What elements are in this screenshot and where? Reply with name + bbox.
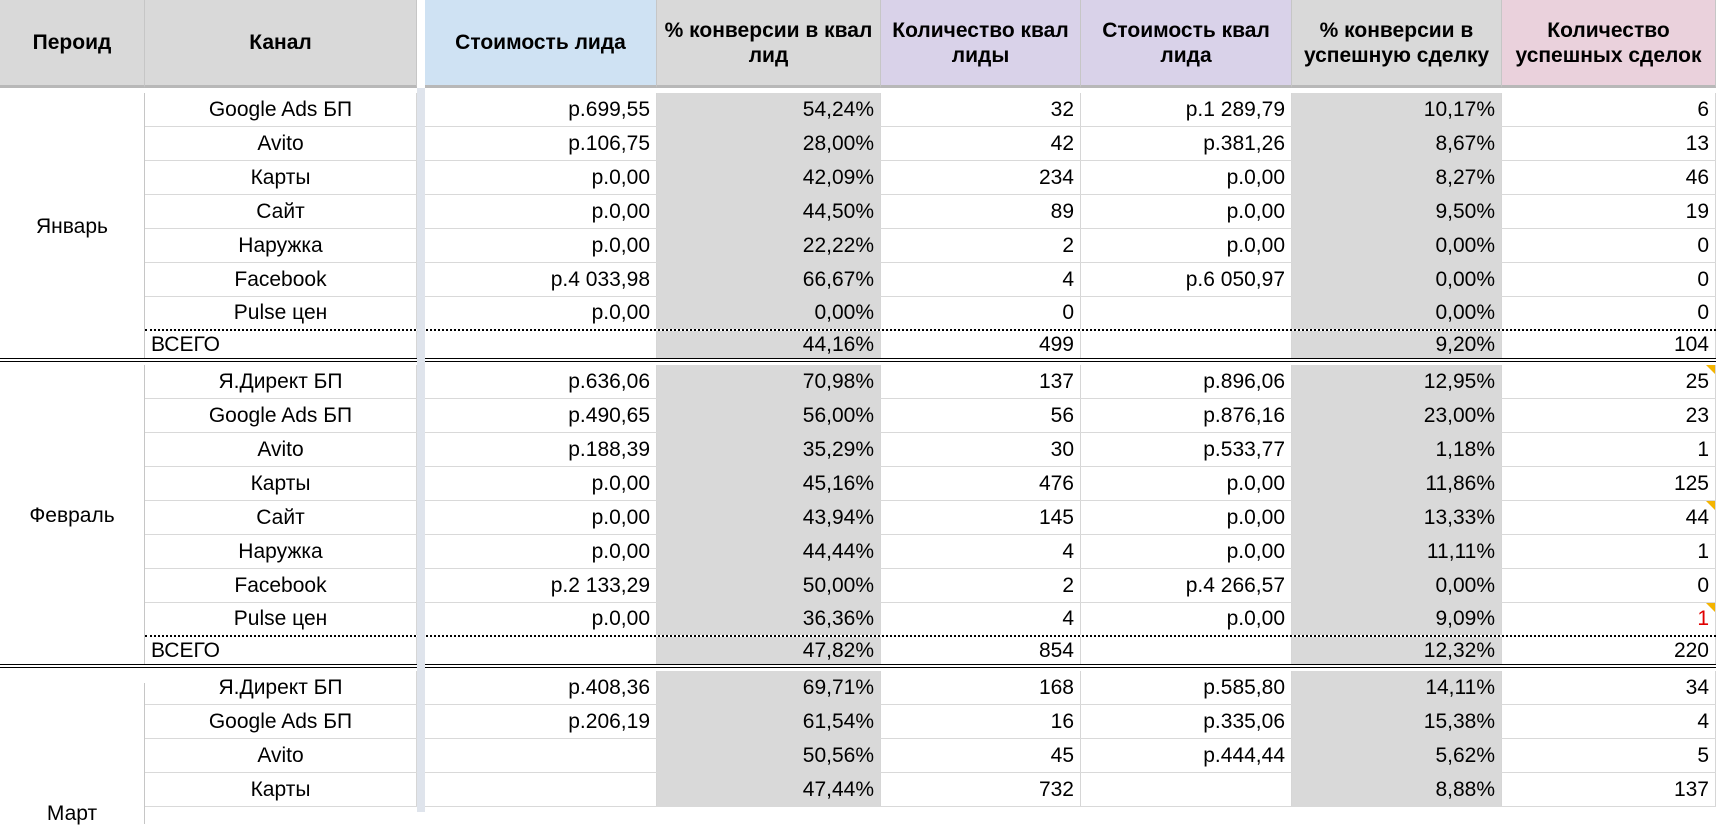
total-row — [145, 331, 1716, 361]
conv-qual-cell[interactable]: 44,44% — [657, 535, 881, 568]
lead-cost-cell[interactable]: р.2 133,29 — [425, 569, 657, 602]
lead-cost-cell[interactable]: р.106,75 — [425, 127, 657, 160]
table-row — [145, 195, 1716, 229]
success-count-cell[interactable]: 1 — [1502, 535, 1716, 568]
conv-success-cell[interactable]: 1,18% — [1292, 433, 1502, 466]
table-row — [145, 705, 1716, 739]
total-lead-cost-cell[interactable] — [425, 637, 657, 664]
table-row — [145, 365, 1716, 399]
conv-success-cell[interactable]: 8,88% — [1292, 773, 1502, 806]
conv-success-cell[interactable]: 0,00% — [1292, 263, 1502, 296]
channel-cell[interactable]: Google Ads БП — [145, 705, 417, 738]
conv-qual-cell[interactable]: 22,22% — [657, 229, 881, 262]
qual-count-cell[interactable]: 56 — [881, 399, 1081, 432]
conv-success-cell[interactable]: 13,33% — [1292, 501, 1502, 534]
channel-cell[interactable]: Avito — [145, 433, 417, 466]
success-count-cell[interactable]: 1 — [1502, 433, 1716, 466]
qual-count-cell[interactable]: 42 — [881, 127, 1081, 160]
lead-cost-cell[interactable]: р.4 033,98 — [425, 263, 657, 296]
lead-cost-cell[interactable]: р.699,55 — [425, 93, 657, 126]
conv-success-cell[interactable]: 8,67% — [1292, 127, 1502, 160]
success-count-cell[interactable]: 0 — [1502, 297, 1716, 329]
comment-marker-icon[interactable] — [1706, 501, 1715, 510]
channel-cell[interactable]: Сайт — [145, 501, 417, 534]
qual-count-cell[interactable]: 2 — [881, 569, 1081, 602]
total-label[interactable]: ВСЕГО — [145, 331, 417, 358]
qual-cost-cell[interactable]: р.1 289,79 — [1081, 93, 1292, 126]
table-row — [145, 127, 1716, 161]
table-row — [145, 603, 1716, 637]
group-separator — [0, 358, 1716, 362]
qual-cost-cell[interactable]: р.381,26 — [1081, 127, 1292, 160]
total-qual-count-cell[interactable]: 854 — [881, 637, 1081, 664]
lead-cost-cell[interactable]: р.0,00 — [425, 467, 657, 500]
comment-marker-icon[interactable] — [1706, 603, 1715, 612]
conv-qual-cell[interactable]: 70,98% — [657, 365, 881, 398]
qual-cost-cell[interactable]: р.533,77 — [1081, 433, 1292, 466]
lead-cost-cell[interactable]: р.206,19 — [425, 705, 657, 738]
channel-cell[interactable]: Карты — [145, 467, 417, 500]
qual-count-cell[interactable]: 168 — [881, 671, 1081, 704]
table-row — [145, 739, 1716, 773]
conv-success-cell[interactable]: 9,09% — [1292, 603, 1502, 635]
success-count-cell[interactable]: 5 — [1502, 739, 1716, 772]
total-qual-cost-cell[interactable] — [1081, 331, 1292, 358]
column-gap — [417, 88, 425, 812]
qual-count-cell[interactable]: 4 — [881, 603, 1081, 635]
channel-cell[interactable]: Pulse цен — [145, 297, 417, 329]
channel-cell[interactable]: Я.Директ БП — [145, 671, 417, 704]
success-count-cell[interactable]: 34 — [1502, 671, 1716, 704]
header-lead-cost[interactable]: Стоимость лида — [425, 0, 657, 88]
table-row — [145, 671, 1716, 705]
qual-cost-cell[interactable]: р.0,00 — [1081, 229, 1292, 262]
conv-success-cell[interactable]: 0,00% — [1292, 569, 1502, 602]
conv-success-cell[interactable]: 0,00% — [1292, 297, 1502, 329]
table-row — [145, 501, 1716, 535]
qual-cost-cell[interactable]: р.0,00 — [1081, 603, 1292, 635]
qual-count-cell[interactable]: 4 — [881, 535, 1081, 568]
qual-cost-cell[interactable] — [1081, 773, 1292, 806]
conv-success-cell[interactable]: 5,62% — [1292, 739, 1502, 772]
channel-cell[interactable]: Google Ads БП — [145, 93, 417, 126]
conv-qual-cell[interactable]: 42,09% — [657, 161, 881, 194]
qual-count-cell[interactable]: 2 — [881, 229, 1081, 262]
channel-cell[interactable]: Avito — [145, 739, 417, 772]
period-cell[interactable]: Март — [0, 683, 145, 824]
channel-cell[interactable]: Google Ads БП — [145, 399, 417, 432]
total-lead-cost-cell[interactable] — [425, 331, 657, 358]
conv-qual-cell[interactable]: 28,00% — [657, 127, 881, 160]
qual-count-cell[interactable]: 4 — [881, 263, 1081, 296]
header-period[interactable]: Пероид — [0, 0, 145, 88]
channel-cell[interactable]: Карты — [145, 161, 417, 194]
comment-marker-icon[interactable] — [1706, 365, 1715, 374]
period-cell[interactable]: Февраль — [0, 365, 145, 667]
conv-success-cell[interactable]: 12,95% — [1292, 365, 1502, 398]
conv-qual-cell[interactable]: 36,36% — [657, 603, 881, 635]
success-count-cell[interactable]: 1 — [1502, 603, 1716, 635]
table-row — [145, 399, 1716, 433]
table-row — [145, 467, 1716, 501]
conv-success-cell[interactable]: 14,11% — [1292, 671, 1502, 704]
total-conv-success-cell[interactable]: 9,20% — [1292, 331, 1502, 358]
qual-cost-cell[interactable]: р.0,00 — [1081, 161, 1292, 194]
qual-cost-cell[interactable]: р.585,80 — [1081, 671, 1292, 704]
conv-success-cell[interactable]: 9,50% — [1292, 195, 1502, 228]
total-label[interactable]: ВСЕГО — [145, 637, 417, 664]
channel-cell[interactable]: Сайт — [145, 195, 417, 228]
total-conv-qual-cell[interactable]: 44,16% — [657, 331, 881, 358]
conv-success-cell[interactable]: 8,27% — [1292, 161, 1502, 194]
table-row — [145, 161, 1716, 195]
qual-cost-cell[interactable] — [1081, 297, 1292, 329]
lead-cost-cell[interactable] — [425, 773, 657, 806]
lead-cost-cell[interactable]: р.0,00 — [425, 195, 657, 228]
total-qual-cost-cell[interactable] — [1081, 637, 1292, 664]
channel-cell[interactable]: Facebook — [145, 263, 417, 296]
conv-success-cell[interactable]: 10,17% — [1292, 93, 1502, 126]
header-channel[interactable]: Канал — [145, 0, 417, 88]
lead-cost-cell[interactable]: р.0,00 — [425, 229, 657, 262]
qual-cost-cell[interactable]: р.0,00 — [1081, 467, 1292, 500]
success-count-cell[interactable]: 25 — [1502, 365, 1716, 398]
success-count-cell[interactable]: 19 — [1502, 195, 1716, 228]
conv-success-cell[interactable]: 11,86% — [1292, 467, 1502, 500]
table-row — [145, 773, 1716, 807]
conv-qual-cell[interactable]: 45,16% — [657, 467, 881, 500]
conv-qual-cell[interactable]: 50,00% — [657, 569, 881, 602]
conv-qual-cell[interactable]: 47,44% — [657, 773, 881, 806]
qual-cost-cell[interactable]: р.335,06 — [1081, 705, 1292, 738]
table-row — [145, 297, 1716, 331]
conv-success-cell[interactable]: 23,00% — [1292, 399, 1502, 432]
qual-count-cell[interactable]: 32 — [881, 93, 1081, 126]
channel-cell[interactable]: Я.Директ БП — [145, 365, 417, 398]
total-row — [145, 637, 1716, 667]
success-count-cell[interactable]: 0 — [1502, 569, 1716, 602]
success-count-cell[interactable]: 0 — [1502, 263, 1716, 296]
conv-qual-cell[interactable]: 66,67% — [657, 263, 881, 296]
channel-cell[interactable]: Avito — [145, 127, 417, 160]
success-count-cell[interactable]: 4 — [1502, 705, 1716, 738]
qual-count-cell[interactable]: 16 — [881, 705, 1081, 738]
qual-cost-cell[interactable]: р.876,16 — [1081, 399, 1292, 432]
lead-cost-cell[interactable]: р.0,00 — [425, 501, 657, 534]
total-qual-count-cell[interactable]: 499 — [881, 331, 1081, 358]
lead-cost-cell[interactable]: р.408,36 — [425, 671, 657, 704]
lead-cost-cell[interactable]: р.636,06 — [425, 365, 657, 398]
qual-count-cell[interactable]: 137 — [881, 365, 1081, 398]
header-qual-cost[interactable]: Стоимость квал лида — [1081, 0, 1292, 88]
header-conv-qual[interactable]: % конверсии в квал лид — [657, 0, 881, 88]
conv-qual-cell[interactable]: 54,24% — [657, 93, 881, 126]
conv-qual-cell[interactable]: 0,00% — [657, 297, 881, 329]
lead-cost-cell[interactable] — [425, 739, 657, 772]
header-conv-success[interactable]: % конверсии в успешную сделку — [1292, 0, 1502, 88]
qual-count-cell[interactable]: 45 — [881, 739, 1081, 772]
qual-count-cell[interactable]: 89 — [881, 195, 1081, 228]
conv-qual-cell[interactable]: 50,56% — [657, 739, 881, 772]
table-row — [145, 93, 1716, 127]
lead-cost-cell[interactable]: р.0,00 — [425, 603, 657, 635]
table-row — [145, 535, 1716, 569]
conv-qual-cell[interactable]: 69,71% — [657, 671, 881, 704]
total-success-count-cell[interactable]: 104 — [1502, 331, 1716, 358]
qual-cost-cell[interactable]: р.4 266,57 — [1081, 569, 1292, 602]
conv-qual-cell[interactable]: 56,00% — [657, 399, 881, 432]
qual-cost-cell[interactable]: р.0,00 — [1081, 501, 1292, 534]
conv-qual-cell[interactable]: 35,29% — [657, 433, 881, 466]
success-count-cell[interactable]: 0 — [1502, 229, 1716, 262]
qual-count-cell[interactable]: 0 — [881, 297, 1081, 329]
success-count-cell[interactable]: 23 — [1502, 399, 1716, 432]
qual-cost-cell[interactable]: р.6 050,97 — [1081, 263, 1292, 296]
conv-qual-cell[interactable]: 43,94% — [657, 501, 881, 534]
qual-cost-cell[interactable]: р.0,00 — [1081, 195, 1292, 228]
header-success-count[interactable]: Количество успешных сделок — [1502, 0, 1716, 88]
conv-success-cell[interactable]: 11,11% — [1292, 535, 1502, 568]
qual-count-cell[interactable]: 732 — [881, 773, 1081, 806]
table-row — [145, 263, 1716, 297]
header-qual-count[interactable]: Количество квал лиды — [881, 0, 1081, 88]
lead-cost-cell[interactable]: р.188,39 — [425, 433, 657, 466]
table-row — [145, 569, 1716, 603]
channel-cell[interactable]: Pulse цен — [145, 603, 417, 635]
qual-count-cell[interactable]: 145 — [881, 501, 1081, 534]
qual-cost-cell[interactable]: р.0,00 — [1081, 535, 1292, 568]
channel-cell[interactable]: Наружка — [145, 535, 417, 568]
success-count-cell[interactable]: 46 — [1502, 161, 1716, 194]
success-count-cell[interactable]: 6 — [1502, 93, 1716, 126]
lead-cost-cell[interactable]: р.0,00 — [425, 161, 657, 194]
qual-cost-cell[interactable]: р.444,44 — [1081, 739, 1292, 772]
total-success-count-cell[interactable]: 220 — [1502, 637, 1716, 664]
lead-cost-cell[interactable]: р.0,00 — [425, 297, 657, 329]
table-row — [145, 433, 1716, 467]
qual-count-cell[interactable]: 476 — [881, 467, 1081, 500]
conv-success-cell[interactable]: 15,38% — [1292, 705, 1502, 738]
group-separator — [0, 664, 1716, 668]
qual-cost-cell[interactable]: р.896,06 — [1081, 365, 1292, 398]
total-conv-success-cell[interactable]: 12,32% — [1292, 637, 1502, 664]
qual-count-cell[interactable]: 30 — [881, 433, 1081, 466]
success-count-cell[interactable]: 44 — [1502, 501, 1716, 534]
channel-cell[interactable]: Facebook — [145, 569, 417, 602]
conv-success-cell[interactable]: 0,00% — [1292, 229, 1502, 262]
success-count-cell[interactable]: 13 — [1502, 127, 1716, 160]
table-row — [145, 229, 1716, 263]
conv-qual-cell[interactable]: 61,54% — [657, 705, 881, 738]
conv-qual-cell[interactable]: 44,50% — [657, 195, 881, 228]
channel-cell[interactable]: Карты — [145, 773, 417, 806]
qual-count-cell[interactable]: 234 — [881, 161, 1081, 194]
lead-cost-cell[interactable]: р.490,65 — [425, 399, 657, 432]
channel-cell[interactable]: Наружка — [145, 229, 417, 262]
period-cell[interactable]: Январь — [0, 93, 145, 361]
success-count-cell[interactable]: 137 — [1502, 773, 1716, 806]
success-count-cell[interactable]: 125 — [1502, 467, 1716, 500]
total-conv-qual-cell[interactable]: 47,82% — [657, 637, 881, 664]
lead-cost-cell[interactable]: р.0,00 — [425, 535, 657, 568]
